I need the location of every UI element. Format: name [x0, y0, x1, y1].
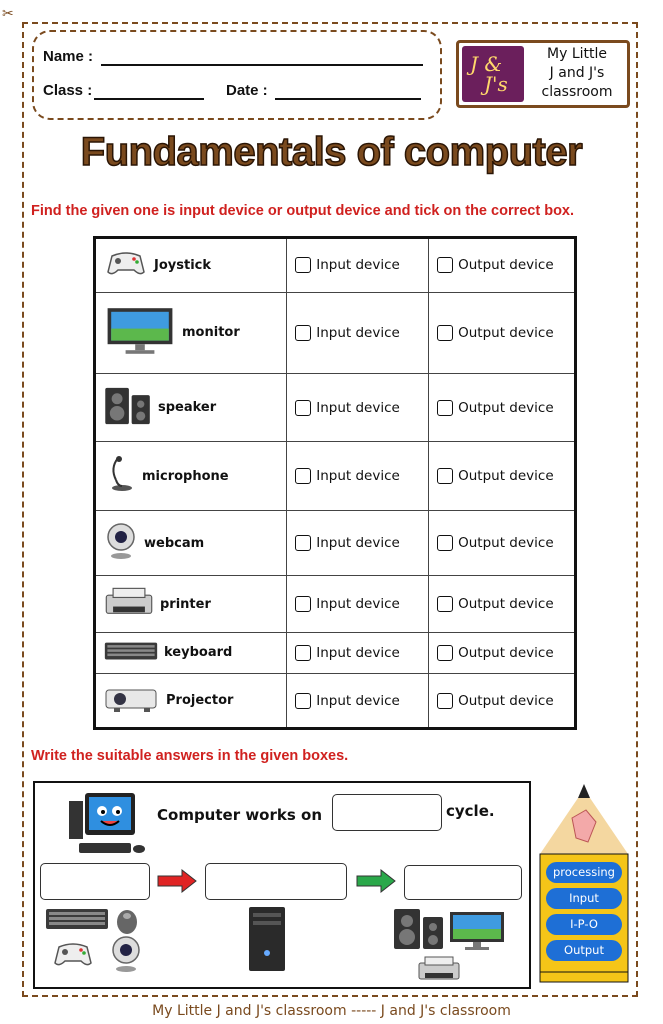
output-device-label: Output device	[458, 399, 554, 416]
output-device-checkbox[interactable]	[437, 325, 453, 341]
mouse-icon	[113, 907, 141, 935]
output-device-label: Output device	[458, 324, 554, 341]
microphone-icon	[104, 454, 136, 498]
input-option-cell	[287, 442, 429, 511]
device-cell	[95, 510, 287, 576]
output-device-checkbox[interactable]	[437, 596, 453, 612]
footer-credit: My Little J and J's classroom ----- J and J's classroom	[152, 1003, 511, 1019]
device-name: Joystick	[154, 257, 212, 273]
input-device-checkbox[interactable]	[295, 325, 311, 341]
output-device-label: Output device	[458, 257, 554, 274]
device-cell	[95, 292, 287, 373]
output-option-cell	[429, 674, 576, 729]
cycle-suffix: cycle.	[446, 802, 495, 820]
joystick-icon	[104, 248, 148, 282]
pill-processing: processing	[546, 862, 622, 883]
input-option-cell	[287, 292, 429, 373]
printer-icon	[417, 955, 461, 983]
table-row	[95, 238, 576, 293]
input-device-checkbox[interactable]	[295, 596, 311, 612]
input-device-label: Input device	[316, 324, 400, 341]
table-row	[95, 674, 576, 729]
device-name: printer	[160, 596, 211, 612]
green-arrow-icon	[355, 869, 397, 893]
device-table	[93, 236, 577, 730]
input-device-label: Input device	[316, 692, 400, 709]
output-device-checkbox[interactable]	[437, 257, 453, 273]
device-cell	[95, 238, 287, 293]
speaker-icon	[104, 386, 152, 430]
projector-icon	[104, 684, 160, 718]
webcam-icon	[104, 522, 138, 564]
table-row	[95, 510, 576, 576]
red-arrow-icon	[156, 869, 198, 893]
device-name: monitor	[182, 325, 240, 341]
device-cell	[95, 674, 287, 729]
output-option-cell	[429, 292, 576, 373]
device-name: speaker	[158, 400, 217, 415]
device-cell	[95, 576, 287, 632]
table-row	[95, 373, 576, 442]
date-field[interactable]	[275, 98, 421, 100]
name-field[interactable]	[101, 64, 423, 66]
input-device-label: Input device	[316, 596, 400, 613]
instruction-answers: Write the suitable answers in the given boxes.	[31, 748, 349, 764]
input-device-label: Input device	[316, 468, 400, 485]
input-option-cell	[287, 576, 429, 632]
output-device-label: Output device	[458, 535, 554, 552]
input-device-checkbox[interactable]	[295, 693, 311, 709]
logo-text-line3: classroom	[541, 84, 613, 100]
input-device-label: Input device	[316, 399, 400, 416]
cpu-tower-icon	[247, 905, 287, 973]
output-device-checkbox[interactable]	[437, 645, 453, 661]
output-device-label: Output device	[458, 644, 554, 661]
output-option-cell	[429, 576, 576, 632]
answer-box-processing[interactable]	[205, 863, 347, 900]
input-option-cell	[287, 238, 429, 293]
student-info-box	[32, 30, 442, 120]
keyboard-icon	[45, 907, 109, 931]
classroom-logo	[456, 40, 630, 108]
worksheet-title: Fundamentals of computer	[80, 130, 583, 174]
webcam-icon	[109, 935, 143, 973]
instruction-tick: Find the given one is input device or output device and tick on the correct box.	[31, 203, 575, 219]
speaker-icon	[393, 907, 445, 951]
output-option-cell	[429, 238, 576, 293]
logo-text-line1: My Little	[547, 46, 607, 62]
output-device-label: Output device	[458, 596, 554, 613]
table-row	[95, 292, 576, 373]
input-device-checkbox[interactable]	[295, 468, 311, 484]
class-field[interactable]	[94, 98, 204, 100]
output-device-checkbox[interactable]	[437, 468, 453, 484]
input-device-checkbox[interactable]	[295, 535, 311, 551]
class-label: Class :	[43, 82, 93, 99]
answer-box-output[interactable]	[404, 865, 522, 900]
input-device-label: Input device	[316, 535, 400, 552]
monitor-icon	[104, 307, 176, 359]
date-label: Date :	[226, 82, 268, 99]
device-name: Projector	[166, 693, 234, 709]
name-label: Name :	[43, 48, 94, 65]
output-device-label: Output device	[458, 468, 554, 485]
table-row	[95, 442, 576, 511]
cycle-prefix: Computer works on	[157, 806, 322, 824]
input-device-checkbox[interactable]	[295, 400, 311, 416]
device-name: keyboard	[164, 645, 233, 661]
input-option-cell	[287, 674, 429, 729]
table-row	[95, 632, 576, 673]
monitor-icon	[449, 911, 505, 951]
printer-icon	[104, 586, 154, 622]
pill-output: Output	[546, 940, 622, 961]
ipo-exercise	[33, 781, 531, 989]
output-option-cell	[429, 632, 576, 673]
cycle-answer-box[interactable]	[332, 794, 442, 831]
output-option-cell	[429, 510, 576, 576]
device-cell	[95, 632, 287, 673]
input-option-cell	[287, 510, 429, 576]
input-device-checkbox[interactable]	[295, 645, 311, 661]
table-row	[95, 576, 576, 632]
scissors-icon: ✂	[2, 6, 14, 22]
output-device-checkbox[interactable]	[437, 693, 453, 709]
pill-ipo: I-P-O	[546, 914, 622, 935]
device-name: microphone	[142, 468, 229, 484]
logo-mark: J & J's	[462, 46, 524, 102]
answer-box-input[interactable]	[40, 863, 150, 900]
device-cell	[95, 373, 287, 442]
input-device-checkbox[interactable]	[295, 257, 311, 273]
output-device-checkbox[interactable]	[437, 535, 453, 551]
output-option-cell	[429, 442, 576, 511]
device-name: webcam	[144, 535, 205, 551]
computer-character-icon	[69, 789, 149, 861]
output-option-cell	[429, 373, 576, 442]
pill-input: Input	[546, 888, 622, 909]
ipo-pencil-graphic	[538, 782, 630, 987]
keyboard-icon	[104, 640, 158, 666]
output-device-checkbox[interactable]	[437, 400, 453, 416]
device-cell	[95, 442, 287, 511]
joystick-icon	[53, 939, 93, 969]
input-option-cell	[287, 632, 429, 673]
logo-text-line2: J and J's	[549, 65, 605, 81]
output-device-label: Output device	[458, 692, 554, 709]
input-device-label: Input device	[316, 644, 400, 661]
input-device-label: Input device	[316, 257, 400, 274]
input-option-cell	[287, 373, 429, 442]
